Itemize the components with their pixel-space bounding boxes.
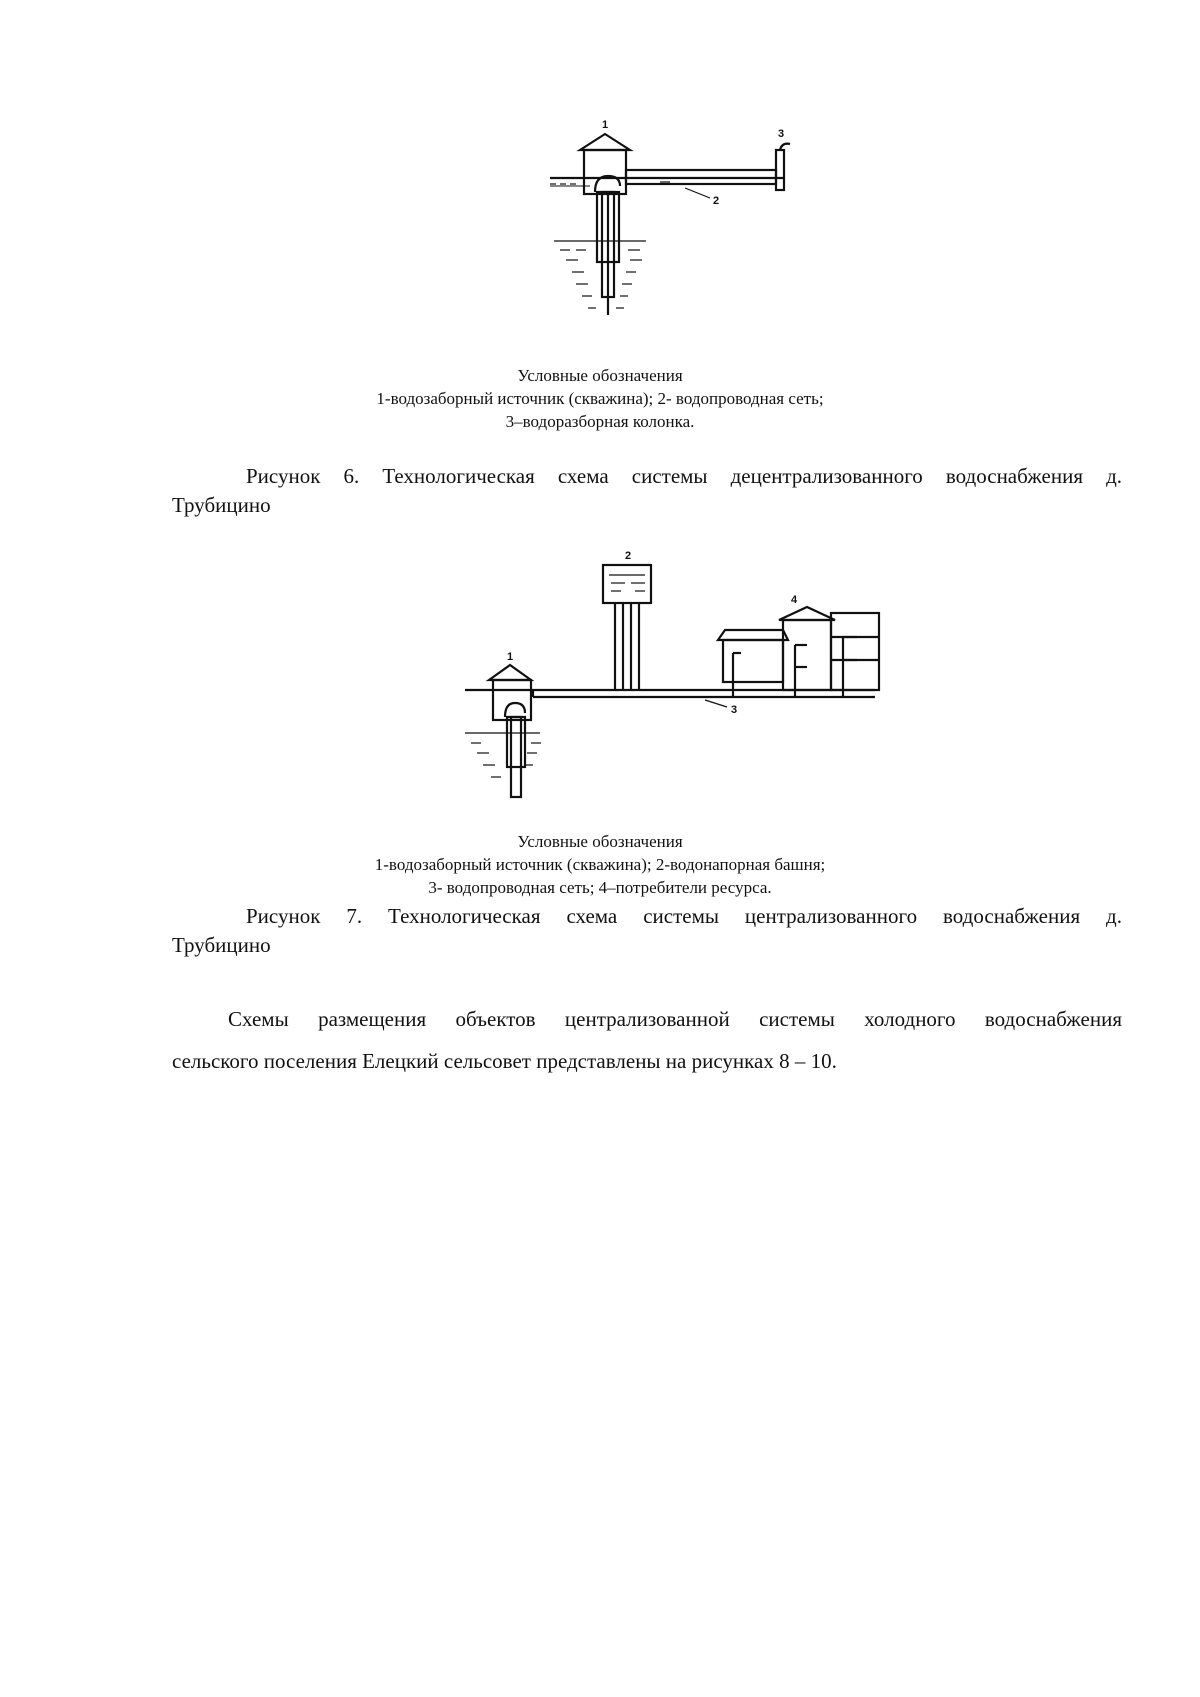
well-house-roof bbox=[489, 665, 531, 680]
well-house-roof bbox=[580, 134, 630, 150]
standpipe bbox=[776, 150, 784, 190]
figure-6-diagram bbox=[550, 120, 810, 340]
figure-7-caption bbox=[172, 902, 1122, 960]
fig7-label-2: 2 bbox=[625, 550, 632, 562]
figure-6-legend bbox=[0, 364, 1200, 433]
figure-7-diagram bbox=[465, 545, 885, 815]
fig7-label-3: 3 bbox=[731, 704, 738, 716]
legend-heading: Условные обозначения bbox=[517, 366, 683, 385]
legend-heading: Условные обозначения bbox=[517, 832, 683, 851]
caption-line: Трубицино bbox=[172, 933, 271, 957]
caption-line: Трубицино bbox=[172, 493, 271, 517]
water-tower-tank bbox=[603, 565, 651, 603]
fig6-label-2: 2 bbox=[713, 195, 720, 207]
caption-line: Рисунок 7. Технологическая схема системы централизованного водоснабжения д. bbox=[246, 904, 1122, 928]
fig6-label-1: 1 bbox=[602, 120, 609, 131]
fig6-label-3: 3 bbox=[778, 128, 785, 140]
well-house bbox=[493, 680, 531, 720]
legend-line: 3–водоразборная колонка. bbox=[505, 412, 695, 431]
legend-line: 1-водозаборный источник (скважина); 2- водопроводная сеть; bbox=[376, 389, 824, 408]
fig7-label-1: 1 bbox=[507, 651, 514, 663]
body-paragraph bbox=[172, 998, 1122, 1082]
paragraph-line: сельского поселения Елецкий сельсовет представлены на рисунках 8 – 10. bbox=[172, 1049, 837, 1073]
legend-line: 3- водопроводная сеть; 4–потребители ресурса. bbox=[428, 878, 772, 897]
well-house bbox=[584, 150, 626, 194]
legend-line: 1-водозаборный источник (скважина); 2-водонапорная башня; bbox=[374, 855, 826, 874]
fig7-label-4: 4 bbox=[791, 594, 798, 606]
caption-line: Рисунок 6. Технологическая схема системы децентрализованного водоснабжения д. bbox=[246, 464, 1122, 488]
figure-6-caption bbox=[172, 462, 1122, 520]
paragraph-line: Схемы размещения объектов централизованной системы холодного водоснабжения bbox=[228, 1007, 1122, 1031]
figure-7-legend bbox=[0, 830, 1200, 899]
